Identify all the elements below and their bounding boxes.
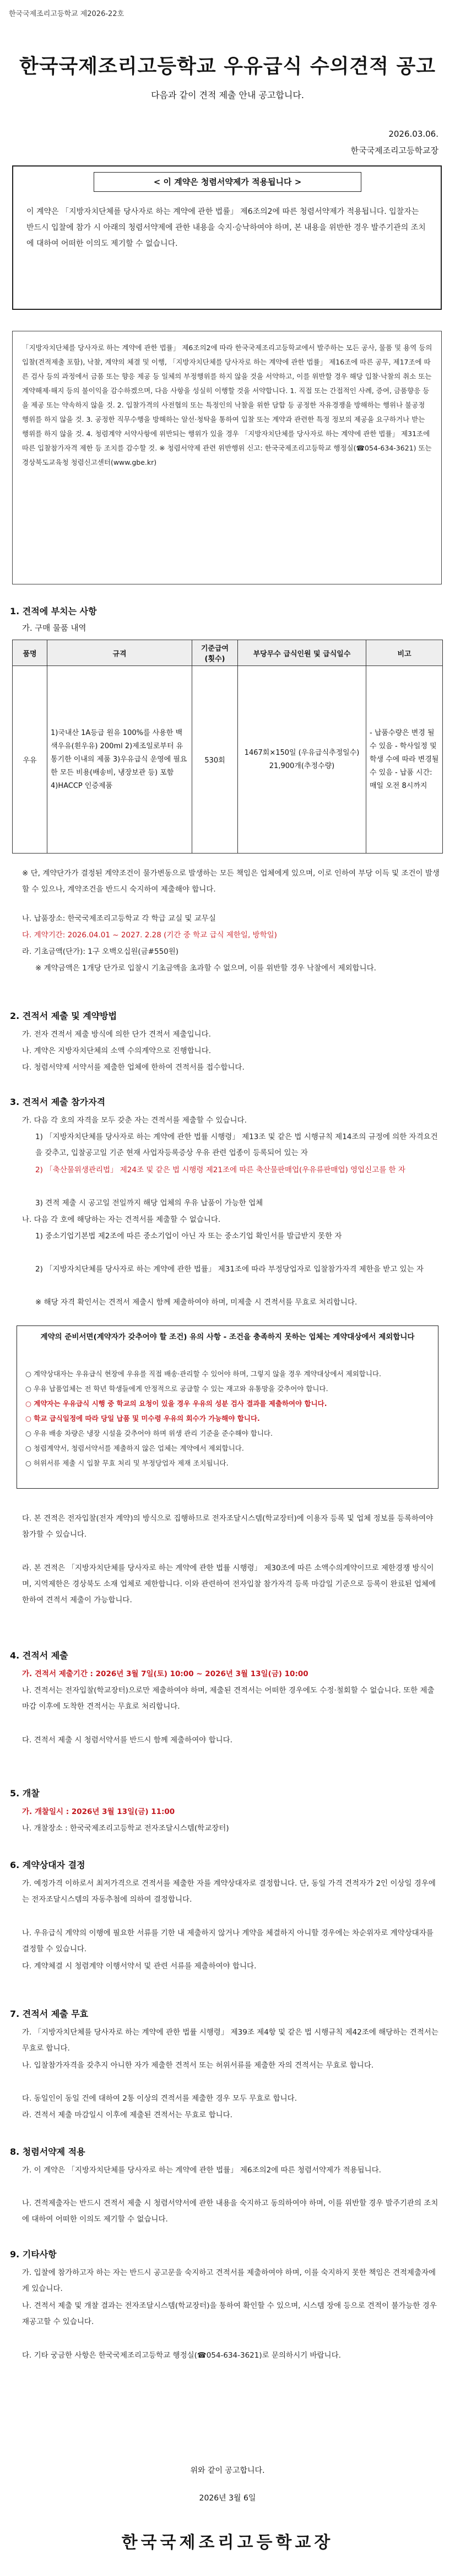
list-item: ○ 허위서류 제출 시 입찰 무효 처리 및 부정당업자 제재 조치됩니다. bbox=[25, 1459, 229, 1467]
section9-item-2: 다. 기타 궁금한 사항은 한국국제조리고등학교 행정실(☎054-634-3621)로 문의하시기 바랍니다. bbox=[22, 2351, 341, 2360]
section6-item-0: 가. 예정가격 이하로서 최저가격으로 견적서를 제출한 자를 계약상대자로 결정합니다. 단, 동일 가격 견적자가 2인 이상일 경우에는 전자조달시스템의 자동추첨에 의하여 결정합니다. bbox=[22, 1879, 436, 1904]
issuing-organization: 한국국제조리고등학교장 bbox=[350, 146, 438, 155]
section7-item-2: 다. 동일인이 동일 건에 대하여 2통 이상의 견적서를 제출한 경우 모두 무효로 합니다. bbox=[22, 2094, 297, 2103]
table-header: 비고 bbox=[366, 640, 443, 666]
section3-item-5: 1) 중소기업기본법 제2조에 따른 중소기업이 아닌 자 또는 중소기업 확인서를 발급받지 못한 자 bbox=[35, 1232, 342, 1241]
section1-note-3: 라. 기초금액(단가): 1구 오백오십원(금#550원) bbox=[22, 947, 179, 956]
qualification-warning-list bbox=[25, 1366, 427, 1471]
signature-organization: 한국국제조리고등학교장 bbox=[121, 2533, 334, 2552]
list-item: ○ 우유 납품업체는 전 학년 학생들에게 안정적으로 공급할 수 있는 재고와 유통망을 갖추어야 합니다. bbox=[25, 1384, 328, 1393]
pledge-text: 「지방자치단체를 당사자로 하는 계약에 관한 법률」 제6조의2에 따라 한국국제조리고등학교에서 발주하는 모든 공사, 물품 및 용역 등의 입찰(견적제출 포함), 낙찰, 계약의 체결 및 이행, 「지방자치단체를 당사자로 하는 계약에 관한 법률」 제16조에 따른 공무, 제17조에 따른 검사 등의 과정에서 금품 또는 향응 제공 등 일체의 부정행위를 하지 않을 것을 서약하고, 이를 위반할 경우 해당 입찰·낙찰의 취소 또는 계약해제·해지 등의 불이익을 감수하겠으며, 다음 사항을 성실히 이행할 것을 서약합니다. 1. 직접 또는 간접적인 사례, 증여, 금품향응 등을 제공 또는 약속하지 않을 것. 2. 입찰가격의 사전협의 또는 특정인의 낙찰을 위한 담합 등 공정한 자유경쟁을 방해하는 행위나 불공정 행위를 하지 않을 것. 3. 공정한 직무수행을 방해하는 알선·청탁을 통하여 입찰 또는 계약과 관련한 특정 정보의 제공을 요구하거나 받는 행위를 하지 않을 것. 4. 청렴계약 서약사항에 위반되는 행위가 있을 경우 「지방자치단체를 당사자로 하는 계약에 관한 법률」 제31조에 따른 입찰참가자격 제한 등 조치를 감수할 것. ※ 청렴서약제 관련 위반행위 신고: 한국국제조리고등학교 행정실(☎054-634-3621) 또는 경상북도교육청 청렴신고센터(www.gbe.kr) bbox=[22, 344, 432, 466]
section2-item-2: 다. 청렴서약제 서약서를 제출한 업체에 한하여 견적서를 접수합니다. bbox=[22, 1063, 245, 1072]
section3-item-2: 2) 「축산물위생관리법」 제24조 및 같은 법 시행령 제21조에 따른 축산물판매업(우유류판매업) 영업신고를 한 자 bbox=[35, 1166, 405, 1174]
section8-item-1: 나. 견적제출자는 반드시 견적서 제출 시 청렴서약서에 관한 내용을 숙지하고 동의하여야 하며, 이를 위반할 경우 발주기관의 조치에 대하여 어떠한 이의도 제기할 수 없습니다. bbox=[22, 2199, 438, 2224]
section2-item-0: 가. 전자 견적서 제출 방식에 의한 단가 견적서 제출입니다. bbox=[22, 1030, 211, 1039]
section3-item-4: 나. 다음 각 호에 해당하는 자는 견적서를 제출할 수 없습니다. bbox=[22, 1215, 221, 1224]
integrity-notice-heading: < 이 계약은 청렴서약제가 적용됩니다 > bbox=[94, 172, 361, 192]
section-heading-4: 4. 견적서 제출 bbox=[10, 1650, 68, 1661]
integrity-notice-body: 이 계약은 「지방자치단체를 당사자로 하는 계약에 관한 법률」 제6조의2에 따른 청렴서약제가 적용됩니다. 입찰자는 반드시 입찰에 참가 시 아래의 청렴서약제에 관한 내용을 숙지·승낙하여야 하며, 본 내용을 위반한 경우 발주기관의 조치에 대하여 어떠한 이의도 제기할 수 없습니다. bbox=[26, 207, 426, 248]
section4-item-2: 다. 견적서 제출 시 청렴서약서를 반드시 함께 제출하여야 합니다. bbox=[22, 1736, 232, 1745]
table-cell-people: 1467회×150일 (우유급식추정일수) 21,900개(추정수량) bbox=[238, 666, 366, 854]
table-header-row bbox=[13, 640, 443, 666]
table-row bbox=[13, 666, 443, 854]
section-sub-1: 가. 구매 물품 내역 bbox=[22, 624, 86, 633]
section3-item-0: 가. 다음 각 호의 자격을 모두 갖춘 자는 견적서를 제출할 수 있습니다. bbox=[22, 1116, 247, 1125]
section3b-item-0: 다. 본 견적은 전자입찰(전자 계약)의 방식으로 집행하므로 전자조달시스템(학교장터)에 이용자 등록 및 업체 정보를 등록하여야 참가할 수 있습니다. bbox=[22, 1514, 434, 1539]
section7-item-0: 가. 「지방자치단체를 당사자로 하는 계약에 관한 법률 시행령」 제39조 제4항 및 같은 법 시행규칙 제42조에 해당하는 견적서는 무효로 합니다. bbox=[22, 2028, 438, 2053]
qualification-warning-title: 계약의 준비서면(계약자가 갖추어야 할 조건) 유의 사항 - 조건을 충족하지 못하는 업체는 계약대상에서 제외합니다 bbox=[40, 1333, 415, 1341]
section-heading-8: 8. 청렴서약제 적용 bbox=[10, 2146, 85, 2157]
closing-date: 2026년 3월 6일 bbox=[199, 2494, 256, 2503]
section9-item-1: 나. 견적서 제출 및 개찰 결과는 전자조달시스템(학교장터)을 통하여 확인할 수 있으며, 시스템 장애 등으로 견적이 불가능한 경우 재공고할 수 있습니다. bbox=[22, 2301, 437, 2326]
purchase-table-wrapper bbox=[12, 640, 443, 854]
document-number: 한국국제조리고등학교 제2026-22호 bbox=[9, 10, 124, 18]
table-header: 품명 bbox=[13, 640, 47, 666]
closing-line: 위와 같이 공고합니다. bbox=[190, 2466, 265, 2475]
section1-note-1: 나. 납품장소: 한국국제조리고등학교 각 학급 교실 및 교무실 bbox=[22, 914, 216, 923]
section-heading-9: 9. 기타사항 bbox=[10, 2249, 57, 2260]
section-heading-7: 7. 견적서 제출 무효 bbox=[10, 2009, 89, 2019]
section9-item-0: 가. 입찰에 참가하고자 하는 자는 반드시 공고문을 숙지하고 견적서를 제출하여야 하며, 이를 숙지하지 못한 책임은 견적제출자에게 있습니다. bbox=[22, 2268, 436, 2293]
section-heading-6: 6. 계약상대자 결정 bbox=[10, 1860, 85, 1870]
section3-item-3: 3) 견적 제출 시 공고일 전일까지 해당 업체의 우유 납품이 가능한 업체 bbox=[35, 1199, 263, 1208]
table-cell-spec: 1)국내산 1A등급 원유 100%를 사용한 백색우유(흰우유) 200ml 2)제조일로부터 유통기한 이내의 제품 3)우유급식 운영에 필요한 모든 비용(배송비, 냉장보관 등) 포함 4)HACCP 인증제품 bbox=[47, 666, 192, 854]
notice-date: 2026.03.06. bbox=[388, 129, 438, 139]
list-item: ○ 계약상대자는 우유급식 현장에 우유를 직접 배송·관리할 수 있어야 하며, 그렇지 않을 경우 계약대상에서 제외합니다. bbox=[25, 1370, 381, 1378]
section8-item-0: 가. 이 계약은 「지방자치단체를 당사자로 하는 계약에 관한 법률」 제6조의2에 따른 청렴서약제가 적용됩니다. bbox=[22, 2166, 381, 2175]
table-header: 규격 bbox=[47, 640, 192, 666]
section4-item-0: 가. 견적서 제출기간 : 2026년 3월 7일(토) 10:00 ~ 2026년 3월 13일(금) 10:00 bbox=[22, 1670, 308, 1678]
section-heading-3: 3. 견적서 제출 참가자격 bbox=[10, 1097, 106, 1107]
table-cell-note: - 납품수량은 변경 될 수 있음 - 학사일정 및 학생 수에 따라 변경될 수 있음 - 납품 시간: 매일 오전 8시까지 bbox=[366, 666, 443, 854]
section-heading-2: 2. 견적서 제출 및 계약방법 bbox=[10, 1011, 117, 1021]
section4-item-1: 나. 견적서는 전자입찰(학교장터)으로만 제출하여야 하며, 제출된 견적서는 어떠한 경우에도 수정·철회할 수 없습니다. 또한 제출 마감 이후에 도착한 견적서는 무효로 처리합니다. bbox=[22, 1686, 435, 1711]
section3b-item-1: 라. 본 견적은 「지방자치단체를 당사자로 하는 계약에 관한 법률 시행령」 제30조에 따른 소액수의계약이므로 제한경쟁 방식이며, 지역제한은 경상북도 소재 업체로 제한합니다. 이와 관련하여 전자입찰 참가자격 등록 마감일 기준으로 등록이 완료된 업체에 한하여 견적서 제출이 가능합니다. bbox=[22, 1564, 436, 1604]
page-subtitle: 다음과 같이 견적 제출 안내 공고합니다. bbox=[151, 90, 304, 100]
section3-item-6: 2) 「지방자치단체를 당사자로 하는 계약에 관한 법률」 제31조에 따라 부정당업자로 입찰참가자격 제한을 받고 있는 자 bbox=[35, 1265, 424, 1274]
section1-note-0: ※ 단, 계약단가가 결정된 계약조건이 물가변동으로 발생하는 모든 책임은 업체에게 있으며, 이로 인하여 부당 이득 및 조건이 발생할 수 있으나, 계약조건을 반드시 숙지하여 제출해야 합니다. bbox=[22, 869, 440, 894]
table-cell-name: 우유 bbox=[13, 666, 47, 854]
section-heading-1: 1. 견적에 부치는 사항 bbox=[10, 606, 97, 616]
list-item: ○ 청렴계약서, 청렴서약서를 제출하지 않은 업체는 계약에서 제외합니다. bbox=[25, 1444, 244, 1452]
section1-note-4: ※ 계약금액은 1개당 단가로 입찰시 기초금액을 초과할 수 없으며, 이를 위반할 경우 낙찰에서 제외합니다. bbox=[35, 964, 376, 973]
section7-item-3: 라. 견적서 제출 마감일시 이후에 제출된 견적서는 무효로 합니다. bbox=[22, 2111, 232, 2119]
section2-item-1: 나. 계약은 지방자치단체의 소액 수의계약으로 진행합니다. bbox=[22, 1046, 212, 1055]
section1-note-2: 다. 계약기간: 2026.04.01 ~ 2027. 2.28 (기간 중 학교 급식 제한일, 방학일) bbox=[22, 931, 277, 940]
section-heading-5: 5. 개찰 bbox=[10, 1788, 40, 1799]
section5-item-1: 나. 개찰장소 : 한국국제조리고등학교 전자조달시스템(학교장터) bbox=[22, 1824, 229, 1833]
list-item: ○ 우유 배송 차량은 냉장 시설을 갖추어야 하며 위생 관리 기준을 준수해야 합니다. bbox=[25, 1429, 273, 1437]
section7-item-1: 나. 입찰참가자격을 갖추지 아니한 자가 제출한 견적서 또는 허위서류를 제출한 자의 견적서는 무효로 합니다. bbox=[22, 2061, 374, 2070]
table-header: 부당무수 급식인원 및 급식일수 bbox=[238, 640, 366, 666]
section3-item-7: ※ 해당 자격 확인서는 견적서 제출시 함께 제출하여야 하며, 미제출 시 견적서를 무효로 처리합니다. bbox=[35, 1298, 358, 1307]
list-item: ○ 계약자는 우유급식 시행 중 학교의 요청이 있을 경우 우유의 성분 검사 결과를 제출하여야 합니다. bbox=[25, 1399, 327, 1408]
table-cell-count: 530회 bbox=[192, 666, 238, 854]
section3-item-1: 1) 「지방자치단체를 당사자로 하는 계약에 관한 법률 시행령」 제13조 및 같은 법 시행규칙 제14조의 규정에 의한 자격요건을 갖추고, 입찰공고일 기준 현재 사업자등록증상 우유 관련 업종이 등록되어 있는 자 bbox=[35, 1133, 438, 1157]
table-header: 기준급여 (횟수) bbox=[192, 640, 238, 666]
section5-item-0: 가. 개찰일시 : 2026년 3월 13일(금) 11:00 bbox=[22, 1807, 175, 1816]
purchase-table bbox=[12, 640, 443, 854]
page-title: 한국국제조리고등학교 우유급식 수의견적 공고 bbox=[19, 55, 436, 78]
section6-item-2: 다. 계약체결 시 청렴계약 이행서약서 및 관련 서류를 제출하여야 합니다. bbox=[22, 1962, 257, 1971]
list-item: ○ 학교 급식일정에 따라 당일 납품 및 미수령 우유의 회수가 가능해야 합니다. bbox=[25, 1414, 260, 1423]
section6-item-1: 나. 우유급식 계약의 이행에 필요한 서류를 기한 내 제출하지 않거나 계약을 체결하지 아니할 경우에는 차순위자로 계약상대자를 결정할 수 있습니다. bbox=[22, 1929, 434, 1954]
